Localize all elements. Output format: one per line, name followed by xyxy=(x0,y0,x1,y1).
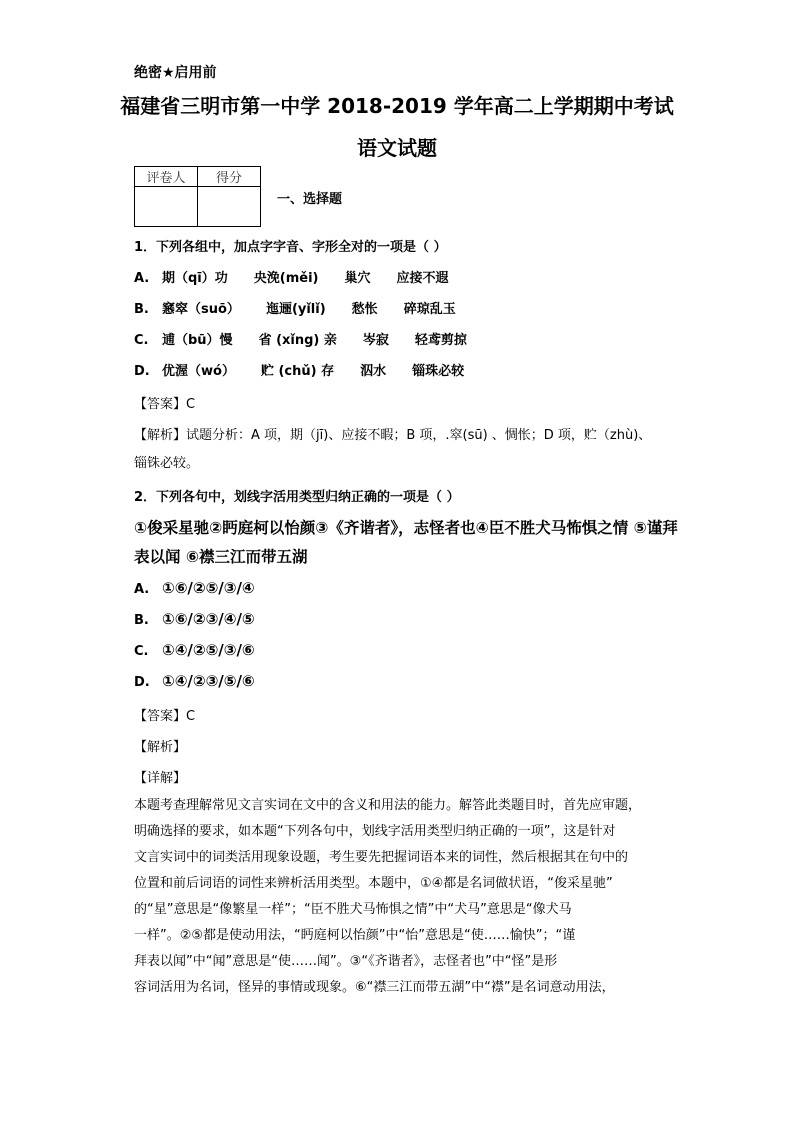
option-part: 锱珠必较 xyxy=(412,364,465,379)
score-cell xyxy=(198,187,261,227)
question-1-option-c xyxy=(134,329,493,348)
option-part: 愁怅 xyxy=(351,302,378,317)
question-1-analysis-cont: 锱铢必较。 xyxy=(134,456,200,471)
question-2-explanation xyxy=(134,793,660,1001)
option-text: ①④/②⑤/③/⑥ xyxy=(162,641,255,659)
option-part: 期（qī）功 xyxy=(162,271,228,286)
explanation-line: 本题考查理解常见文言实词在文中的含义和用法的能力。解答此类题目时，首先应审题， xyxy=(134,798,642,813)
option-part: 巢穴 xyxy=(344,271,371,286)
option-part: 贮 (chǔ) 存 xyxy=(260,364,335,379)
option-label: D. xyxy=(134,675,150,690)
question-1-option-a xyxy=(134,267,475,286)
option-part: 省 (xǐng) 亲 xyxy=(258,333,337,348)
option-text: ①⑥/②⑤/③/④ xyxy=(162,579,255,597)
option-label: C. xyxy=(134,333,149,348)
question-1-answer: 【答案】C xyxy=(134,397,196,412)
question-1-stem: 1．下列各组中，加点字字音、字形全对的一项是（ ） xyxy=(134,240,447,255)
question-1-analysis: 【解析】试题分析：A 项，期（jī)、应接不暇；B 项，.窣(sū) 、惆怅；D 项，贮（zhù)、 xyxy=(134,428,652,443)
explanation-line: 位置和前后词语的词性来辨析活用类型。本题中，①④都是名词做状语，“俊采星驰” xyxy=(134,876,613,891)
question-2-option-b xyxy=(134,610,255,628)
section-title: 一、选择题 xyxy=(277,192,343,207)
option-label: B. xyxy=(134,302,149,317)
question-1-option-b xyxy=(134,298,482,317)
option-text: ①④/②③/⑤/⑥ xyxy=(162,672,255,690)
option-part: 轻鸢剪掠 xyxy=(414,333,467,348)
exam-title: 福建省三明市第一中学 2018-2019 学年高二上学期期中考试 xyxy=(120,94,674,118)
question-2-option-c xyxy=(134,641,255,659)
question-2-option-a xyxy=(134,579,255,597)
question-2-answer: 【答案】C xyxy=(134,709,196,724)
explanation-line: 容词活用为名词，怪异的事情或现象。⑥“襟三江而带五湖”中“襟”是名词意动用法， xyxy=(134,980,615,995)
option-label: A. xyxy=(134,582,150,597)
exam-subtitle: 语文试题 xyxy=(357,136,437,160)
score-header: 得分 xyxy=(198,167,261,187)
option-label: A. xyxy=(134,271,150,286)
option-part: 应接不遐 xyxy=(396,271,449,286)
explanation-line: 明确选择的要求，如本题“下列各句中，划线字活用类型归纳正确的一项”，这是针对 xyxy=(134,824,616,839)
question-2-stem: 2．下列各句中，划线字活用类型归纳正确的一项是（ ） xyxy=(134,490,460,505)
score-table xyxy=(134,166,261,227)
option-part: 泅水 xyxy=(360,364,387,379)
option-part: 优渥（wó） xyxy=(162,364,235,379)
explanation-line: 的“星”意思是“像繁星一样”；“臣不胜犬马怖惧之情”中“犬马”意思是“像犬马 xyxy=(134,902,572,917)
question-2-analysis: 【解析】 xyxy=(134,740,187,755)
question-1-option-d xyxy=(134,360,490,379)
option-part: 碎琼乱玉 xyxy=(403,302,456,317)
question-2-sentences-cont: 表以闻 ⑥襟三江而带五湖 xyxy=(134,548,308,566)
option-part: 逋（bū）慢 xyxy=(162,333,233,348)
question-2-detail: 【详解】 xyxy=(134,771,187,786)
option-part: 迤逦(yǐlǐ) xyxy=(265,302,326,317)
option-text: ①⑥/②③/④/⑤ xyxy=(162,610,255,628)
question-2-sentences: ①俊采星驰②眄庭柯以怡颜③《齐谐者》，志怪者也④臣不胜犬马怖惧之情 ⑤谨拜 xyxy=(134,519,678,537)
explanation-line: 一样”。②⑤都是使动用法，“眄庭柯以怡颜”中“怡”意思是“使……愉快”；“谨 xyxy=(134,928,576,943)
option-part: 岑寂 xyxy=(362,333,389,348)
option-label: B. xyxy=(134,613,149,628)
option-label: C. xyxy=(134,644,149,659)
explanation-line: 文言实词中的词类活用现象设题，考生要先把握词语本来的词性，然后根据其在句中的 xyxy=(134,850,629,865)
grader-cell xyxy=(135,187,198,227)
option-label: D. xyxy=(134,364,150,379)
option-part: 窸窣（suō） xyxy=(162,302,240,317)
option-part: 央浼(měi) xyxy=(253,271,319,286)
confidential-label: 绝密★启用前 xyxy=(134,65,217,81)
explanation-line: 拜表以闻”中“闻”意思是“使……闻”。③“《齐谐者》，志怪者也”中“怪”是形 xyxy=(134,954,558,969)
grader-header: 评卷人 xyxy=(135,167,198,187)
question-2-option-d xyxy=(134,672,255,690)
